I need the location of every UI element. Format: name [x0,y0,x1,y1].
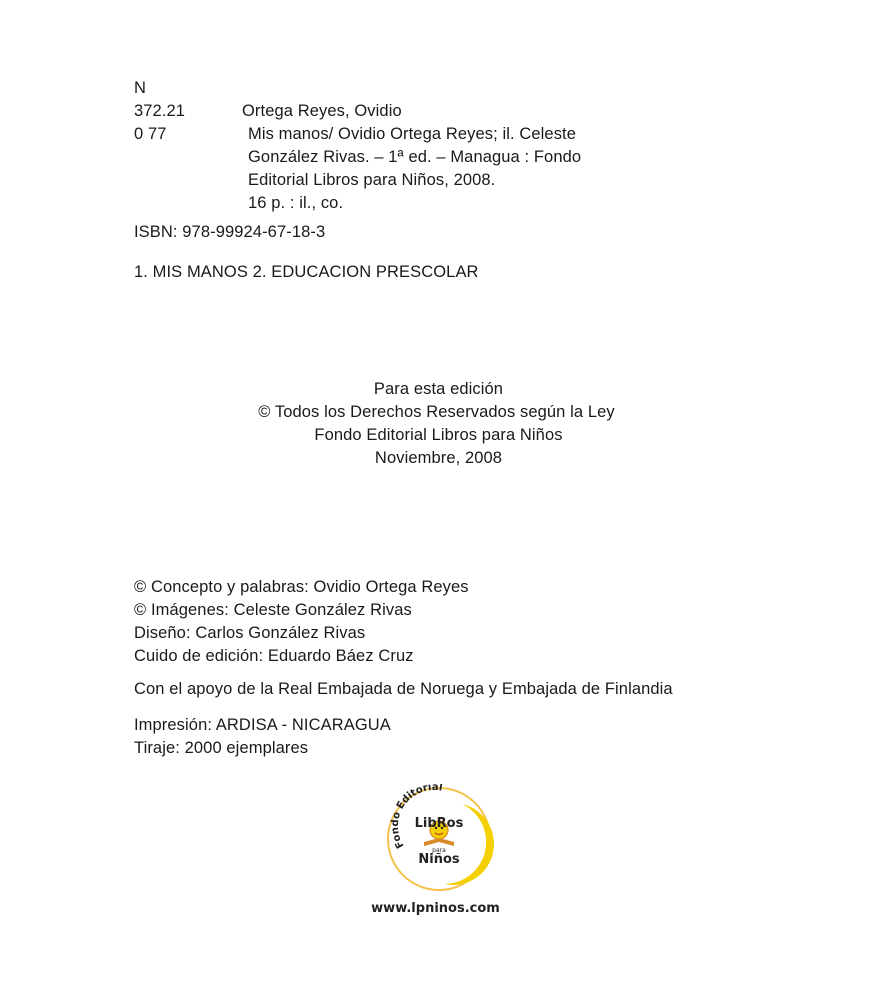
rights-line: © Todos los Derechos Reservados según la Ley [258,403,615,421]
logo-word-top: LibRos [414,816,464,831]
rights-line: Para esta edición [373,380,504,398]
rights-line: Noviembre, 2008 [374,449,503,467]
logo-word-mid: para [432,847,446,854]
description-line: Editorial Libros para Niños, 2008. [248,171,496,189]
call-number-line: 0 77 [134,125,167,143]
credits [134,576,469,668]
website-url: www.lpninos.com [371,901,500,916]
printing-info [134,714,391,760]
logo-word-bottom: Niños [418,852,460,867]
call-number-line: 372.21 [134,102,186,120]
call-number [134,77,185,146]
description-line: 16 p. : il., co. [248,194,344,212]
rights-line: Fondo Editorial Libros para Niños [314,426,563,444]
credit-line: Diseño: Carlos González Rivas [134,624,366,642]
author-heading: Ortega Reyes, Ovidio [242,102,402,120]
call-number-line: N [134,79,147,97]
logo-arc-text: Fondo Editorial [389,784,444,850]
isbn: ISBN: 978-99924-67-18-3 [134,223,326,241]
printing-line: Impresión: ARDISA - NICARAGUA [134,716,391,734]
publisher-logo-graphic [384,784,494,894]
credit-line: © Concepto y palabras: Ovidio Ortega Reyes [134,578,469,596]
rights-notice [0,378,871,470]
credit-line: Cuido de edición: Eduardo Báez Cruz [134,647,414,665]
support-statement: Con el apoyo de la Real Embajada de Noruega y Embajada de Finlandia [134,680,673,698]
subject-headings: 1. MIS MANOS 2. EDUCACION PRESCOLAR [134,263,479,281]
description-line: Mis manos/ Ovidio Ortega Reyes; il. Celeste [248,125,576,143]
description-line: González Rivas. – 1ª ed. – Managua : Fondo [248,148,582,166]
catalog-entry [242,100,581,215]
printing-line: Tiraje: 2000 ejemplares [134,739,309,757]
credit-line: © Imágenes: Celeste González Rivas [134,601,412,619]
publisher-logo [384,784,494,894]
